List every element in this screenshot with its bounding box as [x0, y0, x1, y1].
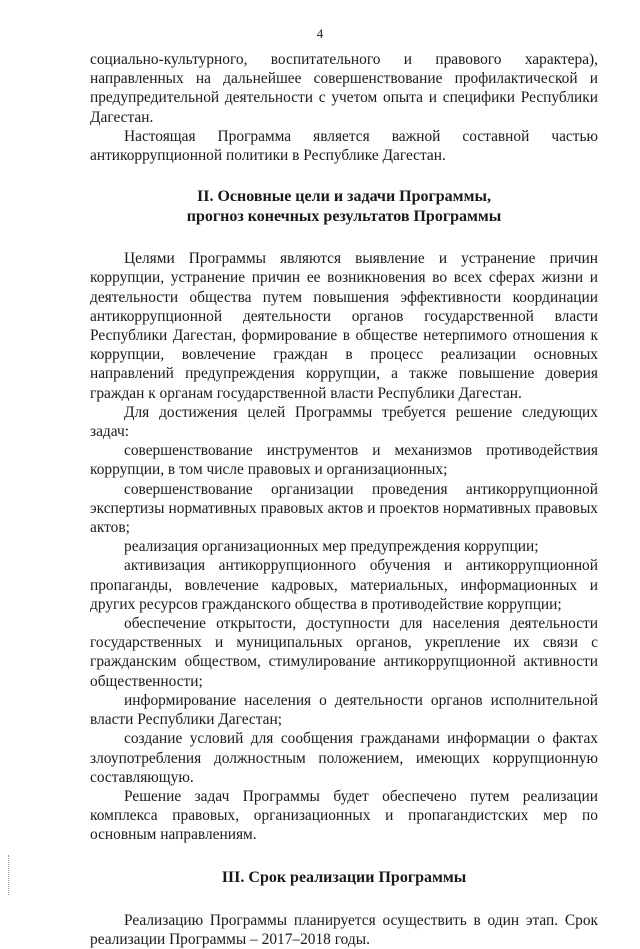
solution-paragraph: Решение задач Программы будет обеспечено путем реализации комплекса правовых, организационных и пропагандистских мер по основным направлениям. — [90, 787, 598, 844]
task-item: информирование населения о деятельности органов исполнительной власти Республики Дагестан; — [90, 691, 598, 729]
task-item: совершенствование инструментов и механизмов противодействия коррупции, в том числе правовых и организационных; — [90, 442, 598, 479]
section-2-title-line2: прогноз конечных результатов Программы — [186, 207, 502, 225]
section-2-title-line1: II. Основные цели и задачи Программы, — [197, 188, 491, 206]
section-2-heading — [90, 187, 598, 226]
task-item: совершенствование организации проведения антикоррупционной экспертизы нормативных правовых актов и проектов нормативных правовых актов; — [90, 480, 598, 537]
page-number: 4 — [316, 26, 324, 41]
tasks-intro: Для достижения целей Программы требуется решение следующих задач: — [90, 403, 598, 441]
intro-paragraph-program-role: Настоящая Программа является важной составной частью антикоррупционной политики в Республике Дагестан. — [90, 127, 598, 165]
goals-paragraph: Целями Программы являются выявление и устранение причин коррупции, устранение причин ее возникновения во всех сферах жизни и деятельности общества путем повышения эффективности координации антикоррупционной деятельности органов государственной власти Республики Дагестан, формирование в обществе нетерпимого отношения к коррупции, вовлечение граждан в процесс реализации основных направлений предупреждения коррупции, а также повышение доверия граждан к органам государственной власти Республики Дагестан. — [90, 250, 598, 402]
scan-margin-marks — [8, 855, 12, 895]
document-body — [90, 50, 598, 949]
term-paragraph: Реализацию Программы планируется осуществить в один этап. Срок реализации Программы – 2017–2018 годы. — [90, 912, 598, 949]
task-item: обеспечение открытости, доступности для населения деятельности государственных и муниципальных органов, укрепление их связи с гражданским обществом, стимулирование антикоррупционной активности общественности; — [90, 615, 598, 690]
task-item: создание условий для сообщения гражданами информации о фактах злоупотребления должностным положением, имеющих коррупционную составляющую. — [90, 730, 598, 786]
task-item: реализация организационных мер предупреждения коррупции; — [124, 538, 539, 556]
section-3-heading: III. Срок реализации Программы — [221, 868, 467, 886]
intro-paragraph-continued: социально-культурного, воспитательного и правового характера), направленных на дальнейшее совершенствование профилактической и предупредительной деятельности с учетом опыта и специфики Республики Дагестан. — [90, 51, 598, 126]
task-item: активизация антикоррупционного обучения и антикоррупционной пропаганды, вовлечение кадровых, материальных, информационных и других ресурсов гражданского общества в противодействие коррупции; — [90, 557, 598, 613]
